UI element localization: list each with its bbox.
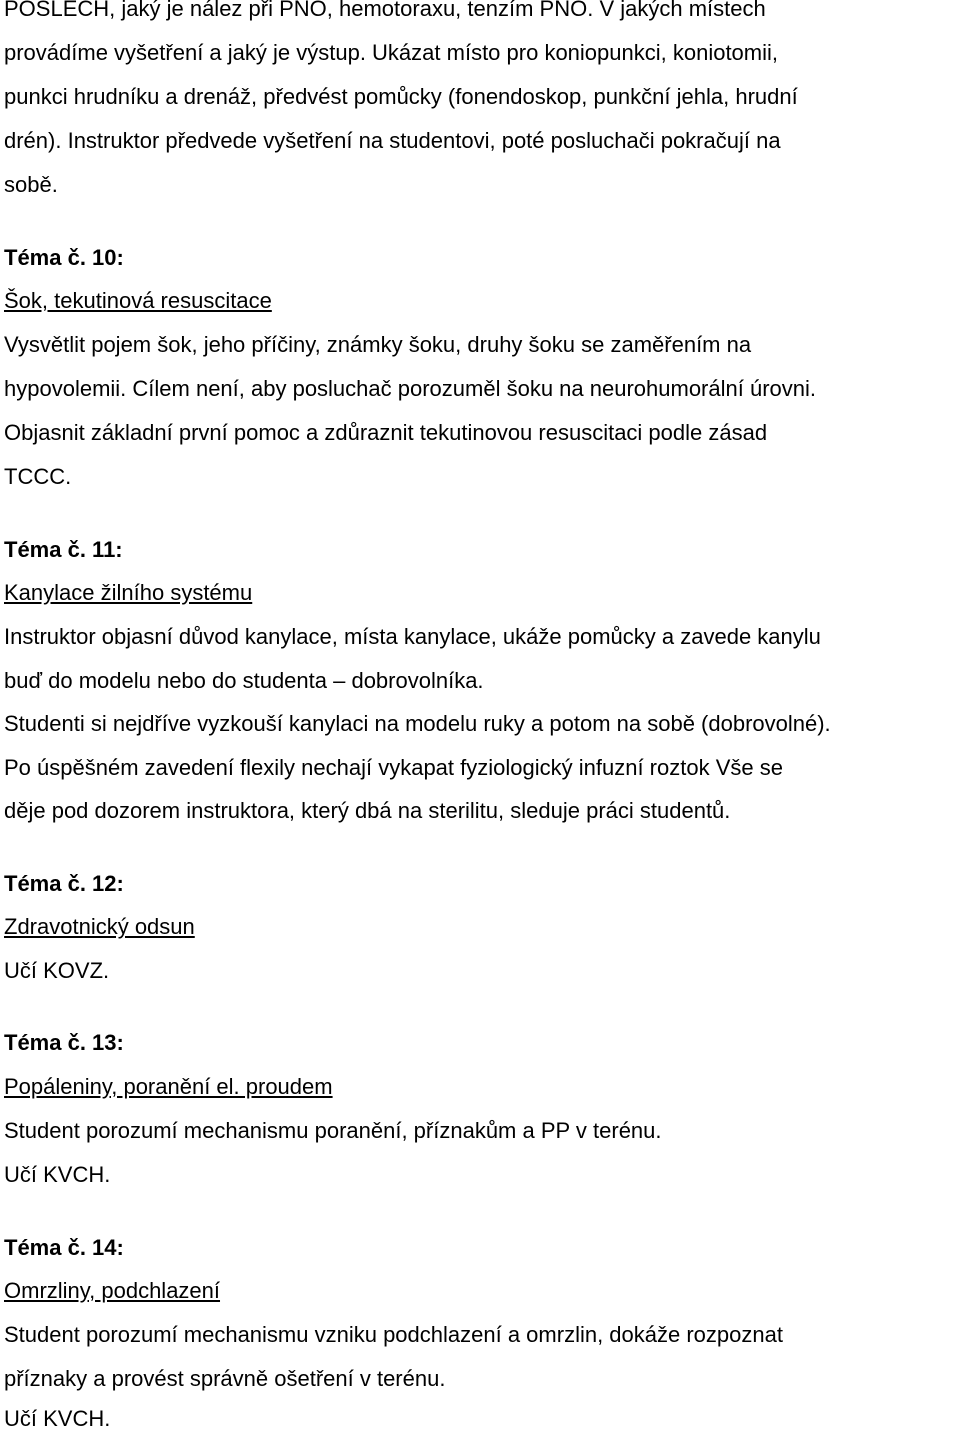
topic-14-line-1-text: Student porozumí mechanismu vzniku podchlazení a omrzlin, dokáže rozpoznat [4,1322,783,1347]
topic-12-line-1-text: Učí KOVZ. [4,958,110,983]
topic-13-heading: Téma č. 13: [4,1030,124,1055]
topic-13-title: Popáleniny, poranění el. proudem [4,1074,333,1099]
topic-10-line-2-text: hypovolemii. Cílem není, aby posluchač porozuměl šoku na neurohumorální úrovni. [4,376,816,401]
topic-12-line-1 [4,956,960,986]
intro-line-5-text: sobě. [4,172,58,197]
topic-13-line-2-text: Učí KVCH. [4,1162,111,1187]
topic-14-line-3-text: Učí KVCH. [4,1406,111,1431]
topic-13-line-2 [4,1160,960,1190]
topic-11-title: Kanylace žilního systému [4,580,253,605]
topic-10-line-2 [4,374,960,404]
topic-10-line-1 [4,330,960,360]
topic-11-line-3-text: Studenti si nejdříve vyzkouší kanylaci na modelu ruky a potom na sobě (dobrovolné). [4,711,831,736]
topic-10-line-4-text: TCCC. [4,464,72,489]
topic-14-line-2-text: příznaky a provést správně ošetření v terénu. [4,1366,446,1391]
topic-11-line-2 [4,666,960,696]
topic-11-line-5-text: děje pod dozorem instruktora, který dbá na sterilitu, sleduje práci studentů. [4,798,731,823]
topic-11-line-2-text: buď do modelu nebo do studenta – dobrovolníka. [4,668,484,693]
intro-line-1 [4,0,960,24]
topic-10-line-1-text: Vysvětlit pojem šok, jeho příčiny, známky šoku, druhy šoku se zaměřením na [4,332,752,357]
topic-12-title-line [4,912,960,942]
topic-10-title-line [4,286,960,316]
topic-11-line-1-text: Instruktor objasní důvod kanylace, místa kanylace, ukáže pomůcky a zavede kanylu [4,624,821,649]
topic-14-line-2 [4,1364,960,1394]
intro-line-2-text: provádíme vyšetření a jaký je výstup. Ukázat místo pro koniopunkci, koniotomii, [4,40,779,65]
topic-10-heading: Téma č. 10: [4,245,124,270]
topic-10-line-4 [4,462,960,492]
topic-10-line-3 [4,418,960,448]
intro-line-4-text: drén). Instruktor předvede vyšetření na studentovi, poté posluchači pokračují na [4,128,781,153]
topic-11-line-4-text: Po úspěšném zavedení flexily nechají vykapat fyziologický infuzní roztok Vše se [4,755,783,780]
topic-12-title: Zdravotnický odsun [4,914,195,939]
topic-10-title: Šok, tekutinová resuscitace [4,288,272,313]
intro-line-1-text: POSLECH, jaký je nález při PNO, hemotoraxu, tenzím PNO. V jakých místech [4,0,766,21]
topic-14-line-1 [4,1320,960,1350]
topic-14-heading: Téma č. 14: [4,1235,124,1260]
topic-11-title-line [4,578,960,608]
topic-13-line-1-text: Student porozumí mechanismu poranění, příznakům a PP v terénu. [4,1118,662,1143]
topic-11-line-1 [4,622,960,652]
topic-13-line-1 [4,1116,960,1146]
topic-14-title: Omrzliny, podchlazení [4,1278,221,1303]
intro-line-5 [4,170,960,200]
topic-14-line-3 [4,1404,960,1434]
intro-line-2 [4,38,960,68]
topic-11-line-3 [4,709,960,739]
topic-14-title-line [4,1276,960,1306]
intro-line-4 [4,126,960,156]
topic-11-heading: Téma č. 11: [4,537,123,562]
topic-13-title-line [4,1072,960,1102]
topic-11-line-4 [4,753,960,783]
topic-10-line-3-text: Objasnit základní první pomoc a zdůraznit tekutinovou resuscitaci podle zásad [4,420,768,445]
intro-line-3 [4,82,960,112]
topic-11-line-5 [4,796,960,826]
topic-12-heading: Téma č. 12: [4,871,124,896]
intro-line-3-text: punkci hrudníku a drenáž, předvést pomůcky (fonendoskop, punkční jehla, hrudní [4,84,798,109]
